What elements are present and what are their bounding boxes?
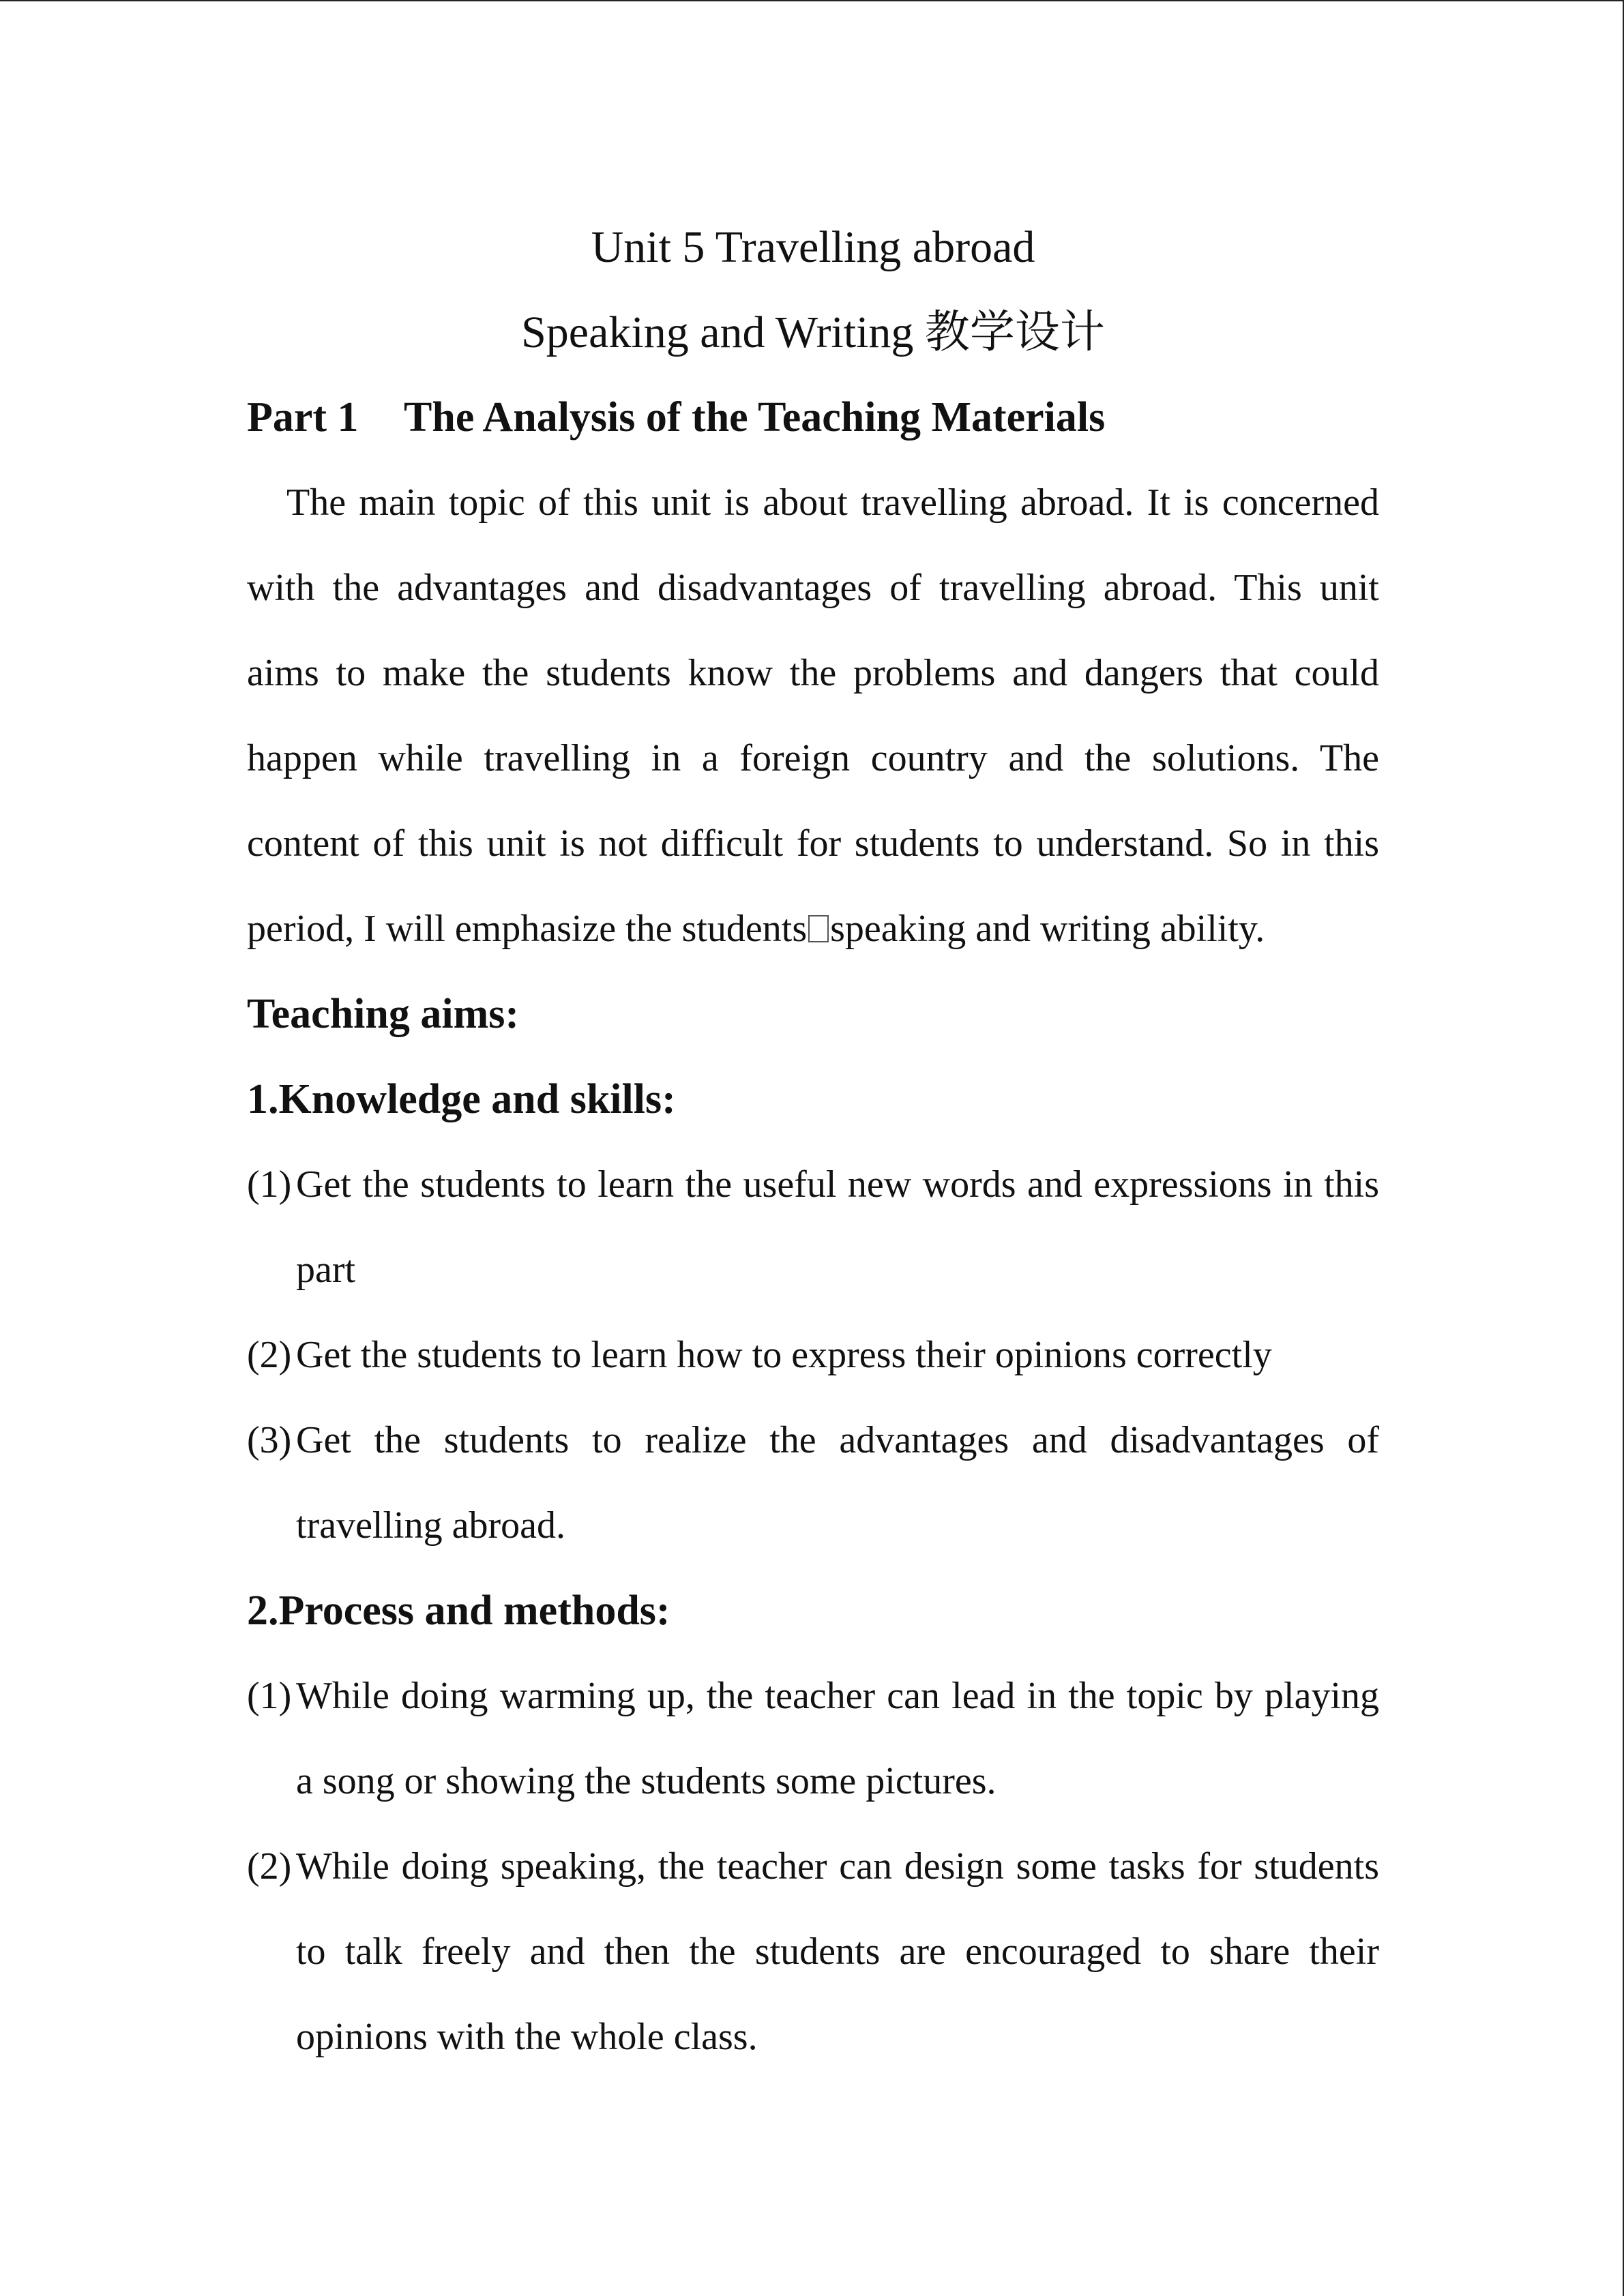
list-item-text: Get the students to realize the advantages and disadvantages of travelling abroad. (296, 1419, 1379, 1547)
part1-paragraph-text: The main topic of this unit is about travelling abroad. It is concerned with the advantages and disadvantages of travelling abroad. This unit aims to make the students know the problems and dangers that could happen while travelling in a foreign country and the solutions. The content of this unit is not difficult for students to understand. So in this period, I will emphasize the students (247, 481, 1379, 950)
list-item-number: (2) (247, 1845, 292, 1888)
document-content (247, 205, 1379, 2080)
list-item-text: While doing speaking, the teacher can design some tasks for students to talk freely and then the students are encouraged to share their opinions with the whole class. (296, 1845, 1379, 2058)
list-item (247, 1313, 1379, 1398)
list-item-number: (3) (247, 1419, 292, 1461)
knowledge-skills-heading: 1.Knowledge and skills: (247, 1076, 676, 1122)
list-item-text: While doing warming up, the teacher can lead in the topic by playing a song or showing the students some pictures. (296, 1675, 1379, 1802)
list-item (247, 1654, 1379, 1824)
process-methods-list (247, 1654, 1379, 2080)
part1-label: Part 1 (247, 394, 359, 441)
list-item-number: (2) (247, 1334, 292, 1376)
part1-paragraph-tail: speaking and writing ability. (830, 908, 1265, 950)
part1-title: The Analysis of the Teaching Materials (404, 394, 1106, 441)
document-subtitle: Speaking and Writing 教学设计 (521, 308, 1105, 357)
list-item-text: Get the students to learn the useful new words and expressions in this part (296, 1163, 1379, 1291)
list-item (247, 1142, 1379, 1313)
part1-heading (247, 375, 1379, 460)
missing-glyph-icon (808, 915, 829, 942)
list-item (247, 1824, 1379, 2080)
part1-paragraph (247, 460, 1379, 972)
knowledge-skills-list (247, 1142, 1379, 1568)
process-methods-heading: 2.Process and methods: (247, 1587, 670, 1634)
list-item-number: (1) (247, 1163, 292, 1206)
list-item-number: (1) (247, 1675, 292, 1717)
document-title: Unit 5 Travelling abroad (591, 222, 1035, 272)
teaching-aims-heading: Teaching aims: (247, 991, 520, 1037)
list-item (247, 1398, 1379, 1568)
list-item-text: Get the students to learn how to express their opinions correctly (296, 1334, 1272, 1376)
